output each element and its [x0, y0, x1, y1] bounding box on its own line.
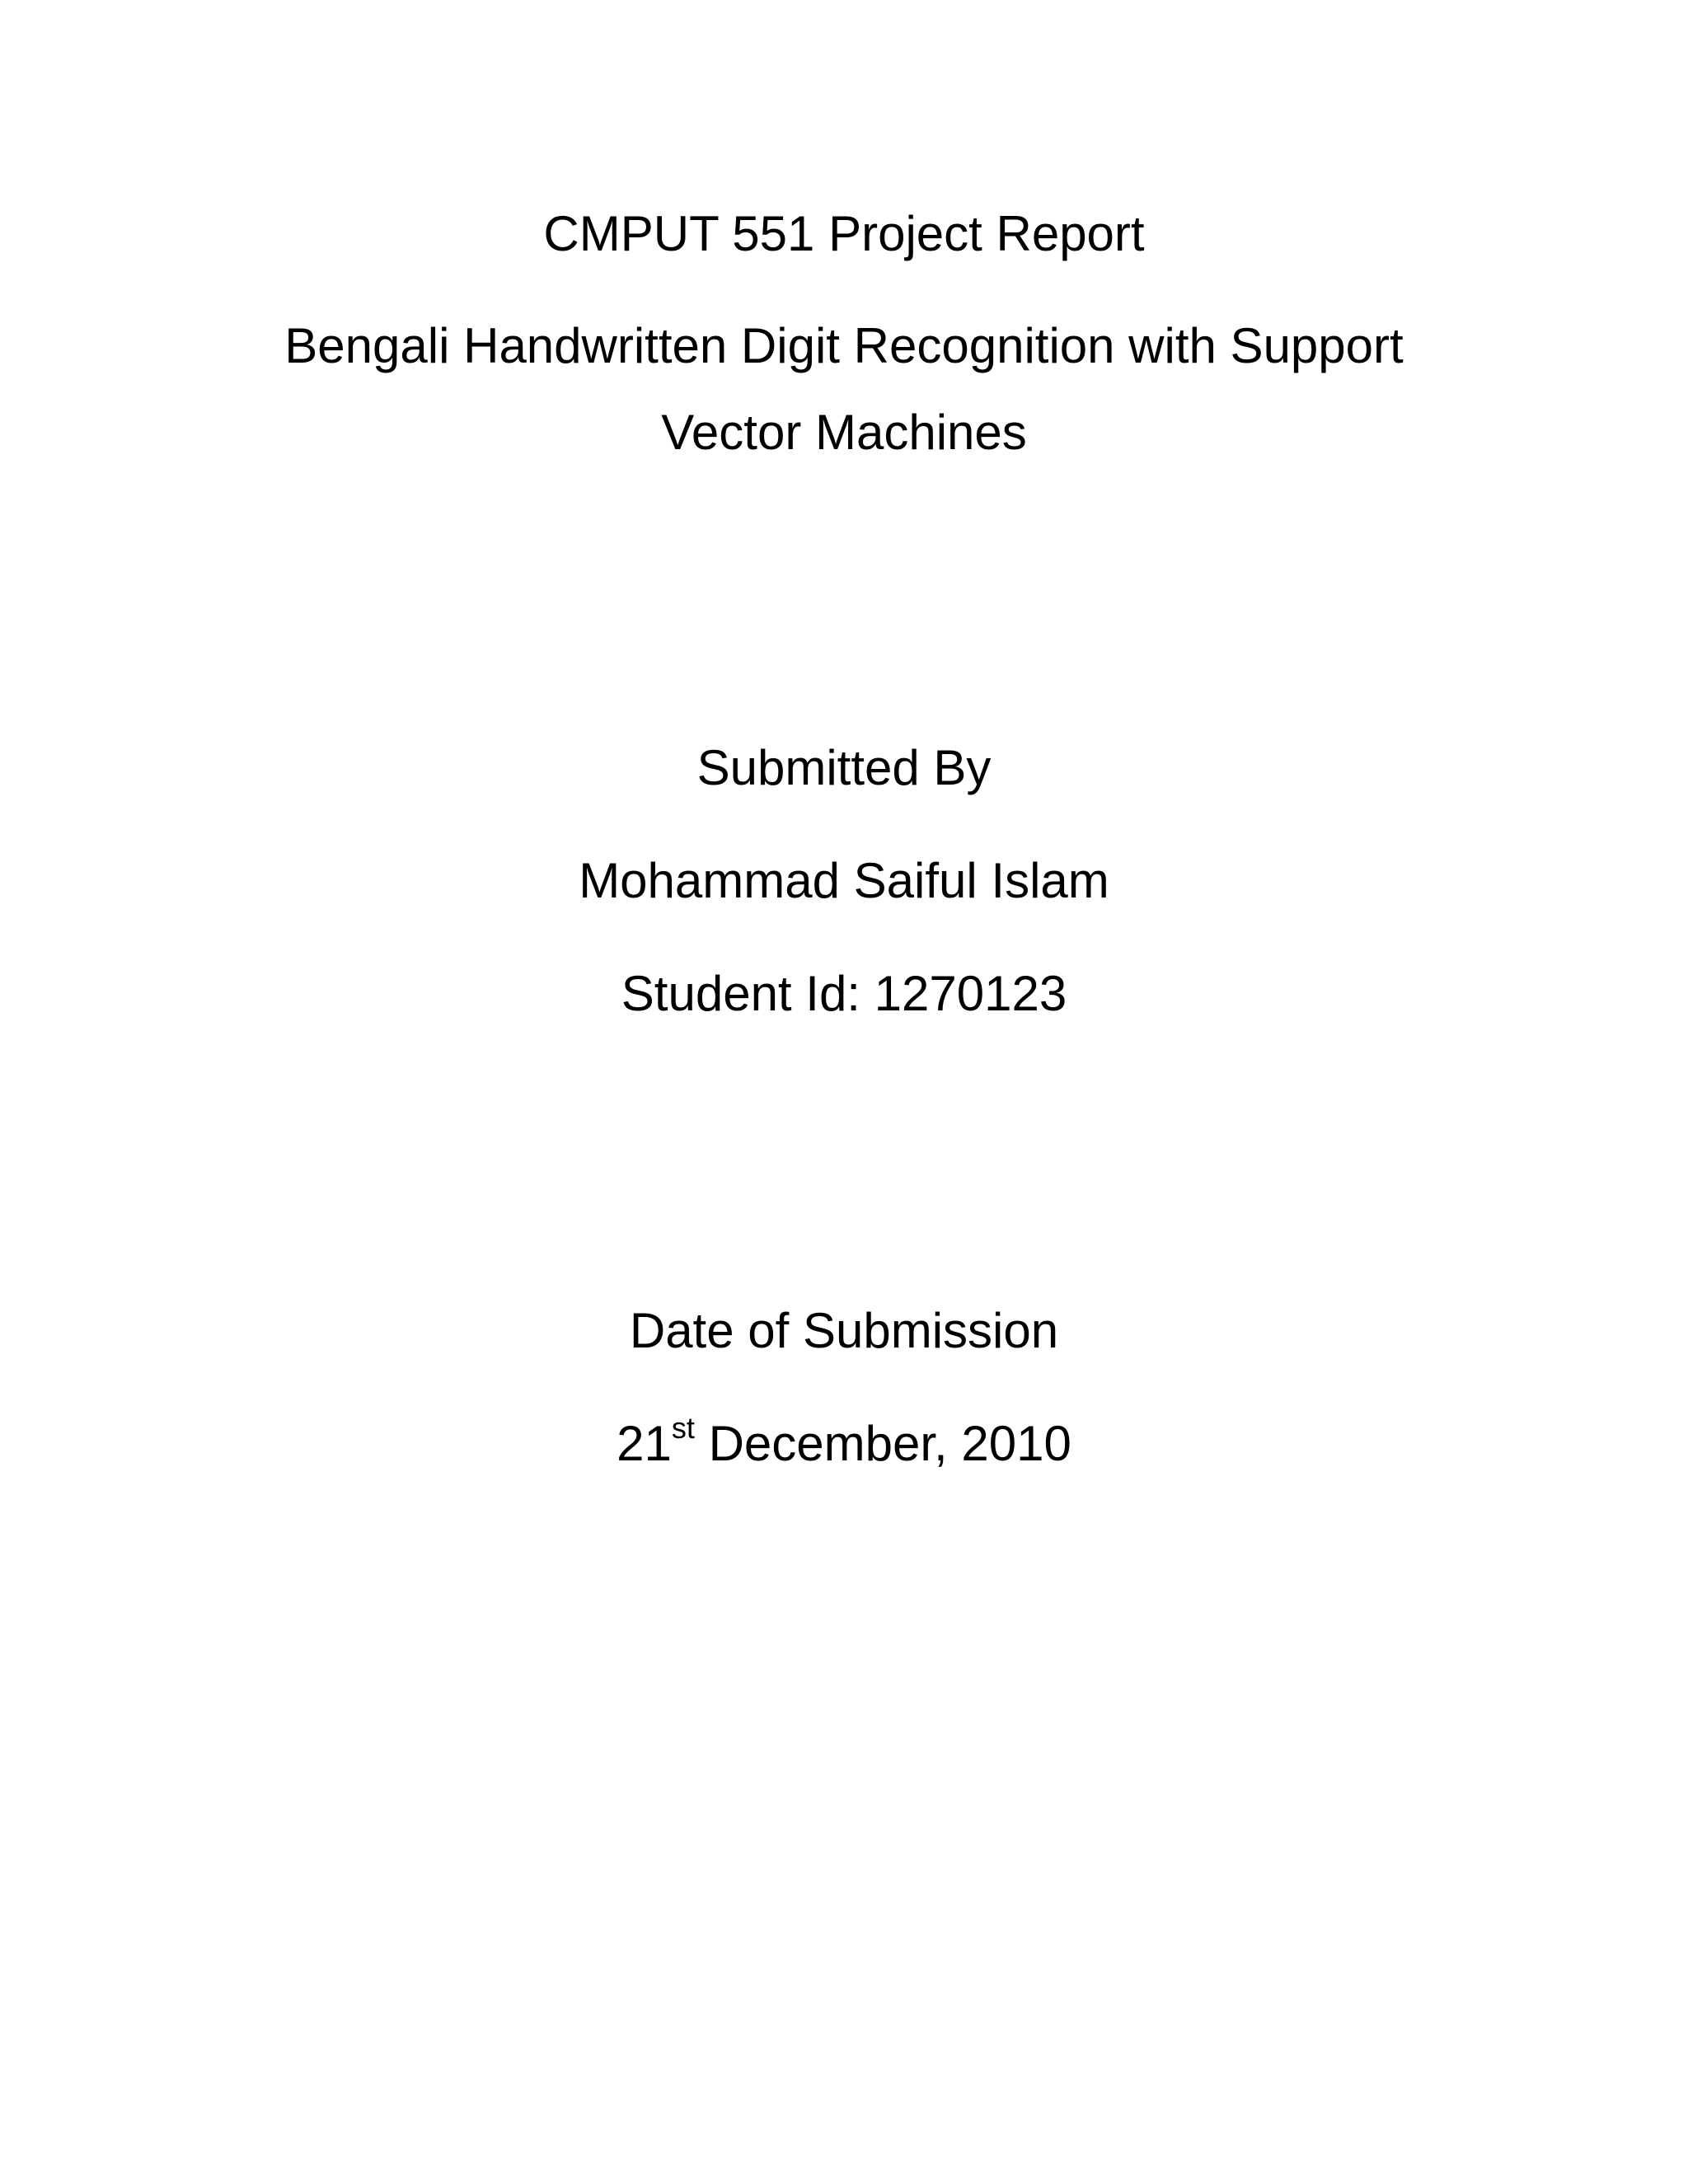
student-id: Student Id: 1270123	[621, 966, 1067, 1021]
submission-date	[0, 1411, 1688, 1477]
submitted-by-label: Submitted By	[696, 740, 992, 795]
date-ordinal-suffix: st	[671, 1411, 695, 1445]
report-title-line-2: Vector Machines	[661, 405, 1027, 460]
course-heading: CMPUT 551 Project Report	[543, 206, 1145, 261]
date-month-year: December, 2010	[694, 1416, 1071, 1471]
date-of-submission-label: Date of Submission	[629, 1303, 1059, 1358]
date-day: 21	[617, 1416, 672, 1471]
author-name: Mohammad Saiful Islam	[579, 853, 1109, 908]
report-title-line-1: Bengali Handwritten Digit Recognition with Support	[284, 318, 1404, 373]
